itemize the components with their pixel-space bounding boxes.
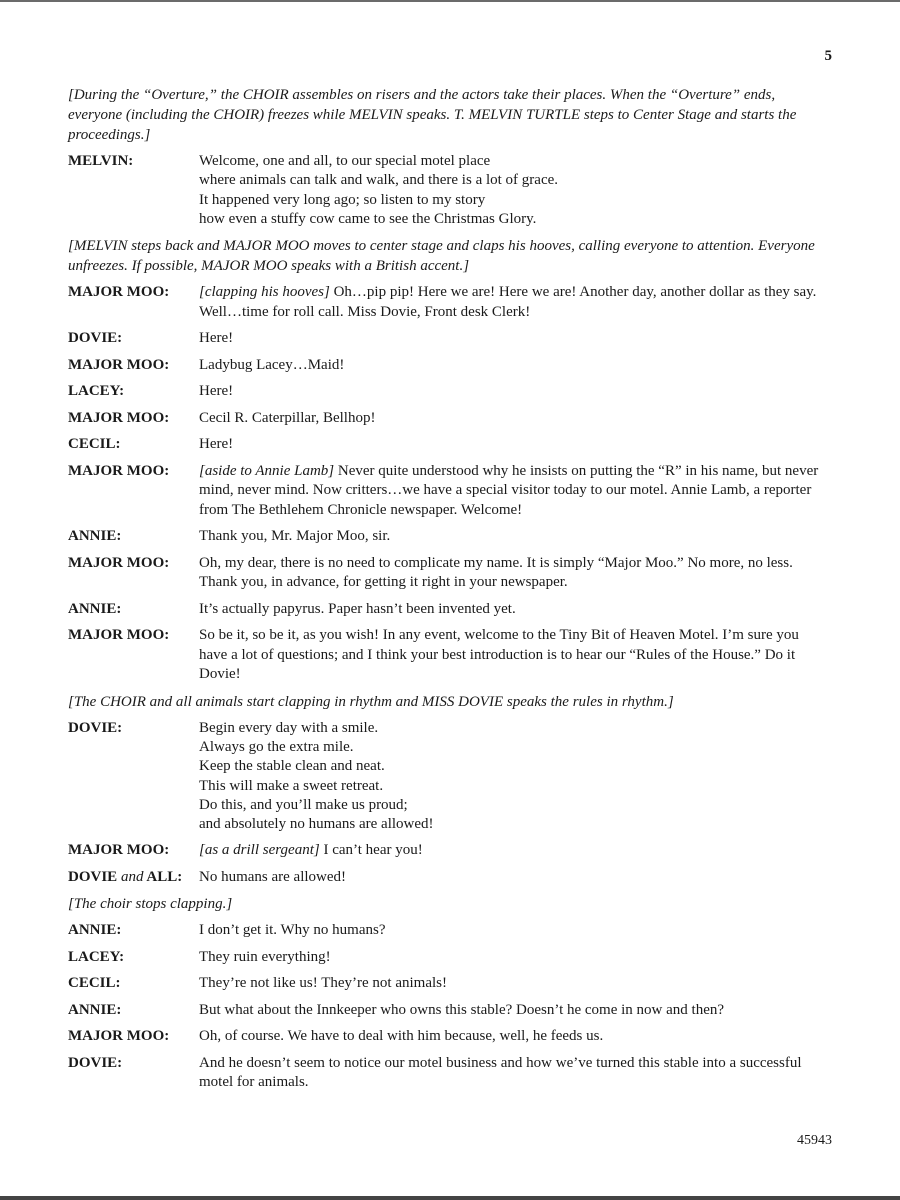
dialogue-text: [199, 435, 830, 455]
stage-direction: [The CHOIR and all animals start clapping in rhythm and MISS DOVIE speaks the rules in rhythm.]: [68, 693, 674, 710]
dialogue-text: [199, 409, 830, 429]
dialogue-text: [199, 527, 830, 547]
spoken-text: I don’t get it. Why no humans?: [199, 922, 386, 939]
spoken-text: They’re not like us! They’re not animals!: [199, 975, 447, 992]
dialogue-row: [68, 554, 830, 593]
dialogue-text: [199, 600, 830, 620]
stage-direction: [MELVIN steps back and MAJOR MOO moves to center stage and claps his hooves, calling everyone to attention. Everyone unfreezes. If possible, MAJOR MOO speaks with a British accent.]: [68, 238, 815, 275]
speaker-name-part: ALL:: [146, 868, 183, 885]
dialogue-row: [68, 1054, 830, 1093]
stage-direction: [The choir stops clapping.]: [68, 896, 233, 913]
spoken-text: Never quite understood why he insists on putting the “R” in his name, but never mind, never mind. Now critters…we have a special visitor today to our motel. Annie Lamb, a reporter from The Bethlehem Chronicle newspaper. Welcome!: [199, 462, 819, 518]
verse-line: It happened very long ago; so listen to my story: [199, 191, 486, 208]
speaker-name: MAJOR MOO:: [68, 554, 170, 571]
speaker-name: MAJOR MOO:: [68, 842, 170, 859]
speaker-name: MAJOR MOO:: [68, 462, 170, 479]
dialogue-row: [68, 1001, 830, 1021]
speaker-name: LACEY:: [68, 948, 125, 965]
dialogue-text: [199, 1027, 830, 1047]
spoken-text: Here!: [199, 436, 234, 453]
page-bottom-border: [0, 1196, 900, 1200]
dialogue-row: [68, 382, 830, 402]
dialogue-row: [68, 600, 830, 620]
speaker-name: CECIL:: [68, 436, 121, 453]
spoken-text: Thank you, Mr. Major Moo, sir.: [199, 528, 391, 545]
spoken-text: So be it, so be it, as you wish! In any event, welcome to the Tiny Bit of Heaven Motel. I’m sure you have a lot of questions; and I think your best introduction is to hear our “Rules of the House.” Do it Dovie!: [199, 627, 799, 683]
dialogue-text: [199, 554, 830, 593]
dialogue-row: [68, 841, 830, 861]
dialogue-text: [199, 462, 830, 521]
verse-line: Always go the extra mile.: [199, 738, 354, 755]
dialogue-text: [199, 329, 830, 349]
speaker-name: DOVIE:: [68, 330, 123, 347]
verse-line: Do this, and you’ll make us proud;: [199, 796, 408, 813]
speaker-name: LACEY:: [68, 383, 125, 400]
verse-line: and absolutely no humans are allowed!: [199, 816, 434, 833]
speaker-conjunction: and: [120, 868, 144, 885]
dialogue-row: [68, 921, 830, 941]
verse-line: Keep the stable clean and neat.: [199, 758, 385, 775]
speaker-name: DOVIE:: [68, 1054, 123, 1071]
spoken-text: Oh, of course. We have to deal with him because, well, he feeds us.: [199, 1028, 604, 1045]
speaker-name: MAJOR MOO:: [68, 284, 170, 301]
verse-line: Welcome, one and all, to our special motel place: [199, 153, 491, 169]
dialogue-text: [199, 921, 830, 941]
spoken-text: Here!: [199, 330, 234, 347]
dialogue-row: [68, 719, 830, 835]
speaker-name: ANNIE:: [68, 528, 122, 545]
speaker-name: CECIL:: [68, 975, 121, 992]
dialogue-row: [68, 152, 830, 229]
speaker-name: MAJOR MOO:: [68, 356, 170, 373]
dialogue-text: [199, 974, 830, 994]
dialogue-row: [68, 868, 830, 888]
dialogue-text: [199, 356, 830, 376]
speaker-name: ANNIE:: [68, 600, 122, 617]
dialogue-text: [199, 626, 830, 685]
verse-line: where animals can talk and walk, and there is a lot of grace.: [199, 172, 559, 189]
dialogue-text: [199, 1054, 830, 1093]
dialogue-row: [68, 356, 830, 376]
spoken-text: They ruin everything!: [199, 948, 331, 965]
dialogue-row: [68, 435, 830, 455]
page-top-border: [0, 0, 900, 2]
speaker-name: MAJOR MOO:: [68, 627, 170, 644]
dialogue-row: [68, 283, 830, 322]
spoken-text: But what about the Innkeeper who owns this stable? Doesn’t he come in now and then?: [199, 1001, 725, 1018]
dialogue-row: [68, 462, 830, 521]
speaker-name: MELVIN:: [68, 153, 134, 169]
speaker-name: [68, 868, 199, 888]
speaker-name: DOVIE:: [68, 719, 123, 736]
dialogue-text: [199, 283, 830, 322]
script-body: [68, 85, 830, 1100]
spoken-text: Cecil R. Caterpillar, Bellhop!: [199, 409, 376, 426]
dialogue-text: [199, 382, 830, 402]
dialogue-text: [199, 868, 830, 888]
dialogue-text: [199, 719, 830, 835]
dialogue-text: [199, 841, 830, 861]
spoken-text: Oh, my dear, there is no need to complicate my name. It is simply “Major Moo.” No more, no less. Thank you, in advance, for getting it right in your newspaper.: [199, 554, 793, 591]
verse-line: how even a stuffy cow came to see the Christmas Glory.: [199, 210, 537, 227]
inline-direction: [as a drill sergeant]: [199, 842, 320, 859]
dialogue-text: [199, 948, 830, 968]
verse-line: Begin every day with a smile.: [199, 719, 379, 736]
dialogue-row: [68, 409, 830, 429]
spoken-text: I can’t hear you!: [319, 842, 423, 859]
dialogue-row: [68, 329, 830, 349]
dialogue-row: [68, 626, 830, 685]
verse-line: This will make a sweet retreat.: [199, 777, 384, 794]
speaker-name: MAJOR MOO:: [68, 1028, 170, 1045]
speaker-name-part: DOVIE: [68, 868, 118, 885]
stage-direction: [During the “Overture,” the CHOIR assembles on risers and the actors take their places. When the “Overture” ends, everyone (including the CHOIR) freezes while MELVIN speaks. T. MELVIN TURTLE steps to Center Stage and starts the proceedings.]: [68, 87, 797, 143]
dialogue-text: [199, 152, 830, 229]
catalog-number: 45943: [797, 1133, 832, 1148]
dialogue-row: [68, 948, 830, 968]
speaker-name: ANNIE:: [68, 1001, 122, 1018]
dialogue-row: [68, 527, 830, 547]
speaker-name: ANNIE:: [68, 922, 122, 939]
inline-direction: [clapping his hooves]: [199, 284, 330, 301]
spoken-text: And he doesn’t seem to notice our motel business and how we’ve turned this stable into a successful motel for animals.: [199, 1054, 802, 1091]
dialogue-text: [199, 1001, 830, 1021]
spoken-text: No humans are allowed!: [199, 868, 347, 885]
spoken-text: Ladybug Lacey…Maid!: [199, 356, 345, 373]
inline-direction: [aside to Annie Lamb]: [199, 462, 335, 479]
spoken-text: It’s actually papyrus. Paper hasn’t been invented yet.: [199, 600, 516, 617]
spoken-text: Here!: [199, 383, 234, 400]
page-number: 5: [824, 48, 832, 64]
speaker-name: MAJOR MOO:: [68, 409, 170, 426]
spoken-text: Oh…pip pip! Here we are! Here we are! Another day, another dollar as they say. Well…time for roll call. Miss Dovie, Front desk Clerk!: [199, 284, 817, 320]
dialogue-row: [68, 974, 830, 994]
dialogue-row: [68, 1027, 830, 1047]
